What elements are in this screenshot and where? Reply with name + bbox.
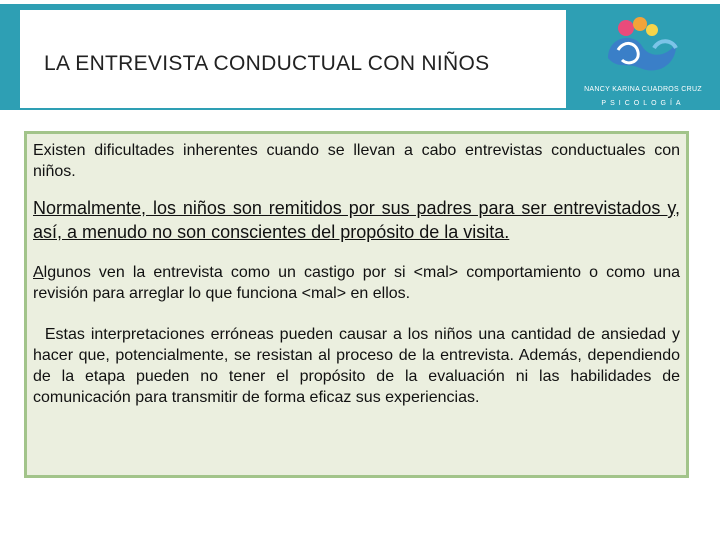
logo-caption: NANCY KARINA CUADROS CRUZ xyxy=(584,86,702,93)
paragraph-4: Estas interpretaciones erróneas pueden causar a los niños una cantidad de ansiedad y hacer que, potencialmente, se resistan al proceso de la entrevista. Además, dependiendo de la etapa pueden no tener el propósito de la evaluación ni las habilidades de comunicación para transmitir de forma eficaz sus experiencias. xyxy=(33,326,685,406)
paragraph-1: Existen dificultades inherentes cuando se llevan a cabo entrevistas conductuales con niños. xyxy=(33,142,680,180)
paragraph-2: Normalmente, los niños son remitidos por sus padres para ser entrevistados y, así, a menudo no son conscientes del propósito de la visita. xyxy=(33,198,680,242)
content-box xyxy=(24,131,689,478)
paragraph-3-lead: A xyxy=(33,264,44,281)
logo-dot-yellow xyxy=(646,24,658,36)
title-box xyxy=(20,10,566,108)
paragraph-3 xyxy=(33,262,680,304)
title-bar xyxy=(0,4,720,110)
logo-graphic xyxy=(578,12,708,84)
logo-dot-orange xyxy=(633,17,647,31)
psychology-logo-icon xyxy=(578,12,708,112)
slide-title: LA ENTREVISTA CONDUCTUAL CON NIÑOS xyxy=(44,52,490,75)
slide-header xyxy=(0,0,720,112)
logo-subcaption: PSICOLOGÍA xyxy=(601,100,685,107)
paragraph-3-text: lgunos ven la entrevista como un castigo por si <mal> comportamiento o como una revisión para arreglar lo que funciona <mal> en ellos. xyxy=(33,264,680,302)
logo-swirl-light xyxy=(654,41,676,48)
logo-dot-pink xyxy=(618,20,634,36)
